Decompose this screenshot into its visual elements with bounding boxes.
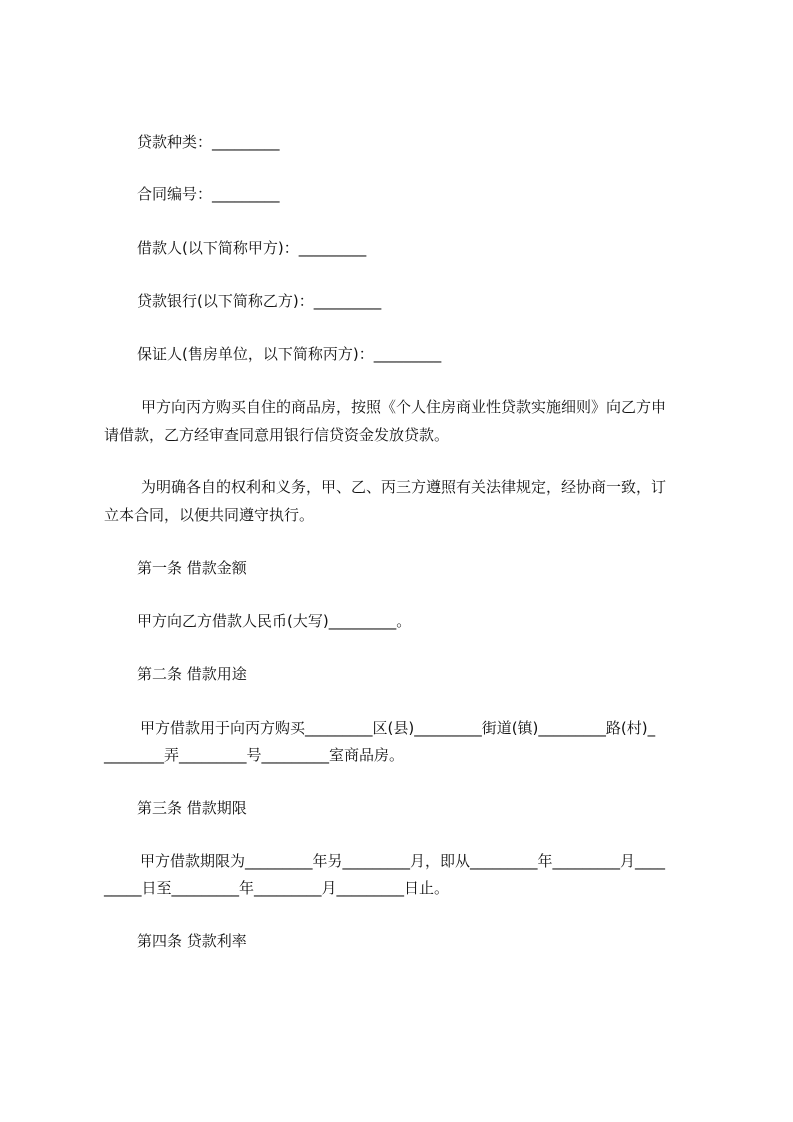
article-4-title: 第四条 贷款利率 bbox=[137, 932, 247, 950]
loan-type-field: 贷款种类：_________ bbox=[137, 133, 280, 151]
article-2-title: 第二条 借款用途 bbox=[137, 665, 247, 683]
guarantor-field: 保证人(售房单位，以下简称丙方)：_________ bbox=[137, 345, 442, 363]
article-2-body-line-2: ________弄_________号_________室商品房。 bbox=[104, 746, 405, 764]
article-3-body-line-1: 甲方借款期限为_________年另_________月，即从_________年_________月____ bbox=[140, 852, 666, 870]
contract-number-field: 合同编号：_________ bbox=[137, 185, 280, 203]
preamble-paragraph-1-line-2: 请借款，乙方经审查同意用银行信贷资金发放贷款。 bbox=[104, 426, 450, 444]
article-1-title: 第一条 借款金额 bbox=[137, 559, 247, 577]
lending-bank-field: 贷款银行(以下简称乙方)：_________ bbox=[137, 292, 382, 310]
borrower-field: 借款人(以下简称甲方)：_________ bbox=[137, 239, 367, 257]
preamble-paragraph-2-line-2: 立本合同，以便共同遵守执行。 bbox=[104, 506, 315, 524]
article-3-body-line-2: _____日至_________年_________月_________日止。 bbox=[104, 879, 450, 897]
preamble-paragraph-1-line-1: 甲方向丙方购买自住的商品房，按照《个人住房商业性贷款实施细则》向乙方申 bbox=[141, 398, 667, 416]
article-2-body-line-1: 甲方借款用于向丙方购买_________区(县)_________街道(镇)_________路(村)_ bbox=[140, 719, 656, 737]
article-1-body: 甲方向乙方借款人民币(大写)_________。 bbox=[137, 612, 412, 630]
preamble-paragraph-2-line-1: 为明确各自的权利和义务，甲、乙、丙三方遵照有关法律规定，经协商一致，订 bbox=[141, 478, 667, 496]
article-3-title: 第三条 借款期限 bbox=[137, 799, 247, 817]
